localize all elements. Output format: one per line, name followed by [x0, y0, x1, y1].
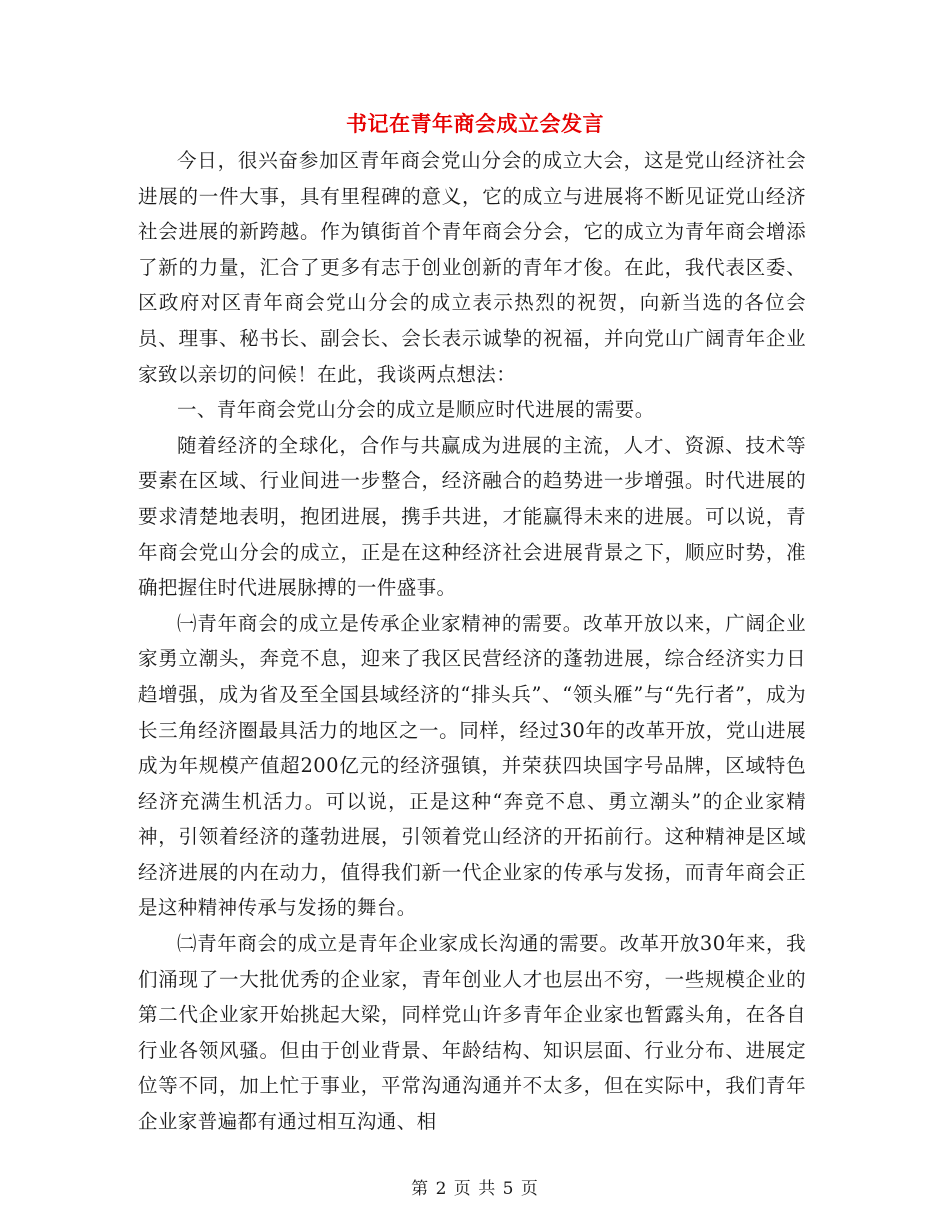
- paragraph-intro: 今日，很兴奋参加区青年商会党山分会的成立大会，这是党山经济社会进展的一件大事，具有里程碑的意义，它的成立与进展将不断见证党山经济社会进展的新跨越。作为镇街首个青年商会分会，它的成立为青年商会增添了新的力量，汇合了更多有志于创业创新的青年才俊。在此，我代表区委、区政府对区青年商会党山分会的成立表示热烈的祝贺，向新当选的各位会员、理事、秘书长、副会长、会长表示诚挚的祝福，并向党山广阔青年企业家致以亲切的问候！在此，我谈两点想法：: [138, 149, 806, 386]
- paragraph-heading-1: 一、青年商会党山分会的成立是顺应时代进展的需要。: [177, 398, 655, 422]
- paragraph-globalization: 随着经济的全球化，合作与共赢成为进展的主流，人才、资源、技术等要素在区域、行业间进一步整合，经济融合的趋势进一步增强。时代进展的要求清楚地表明，抱团进展，携手共进，才能赢得未来的进展。可以说，青年商会党山分会的成立，正是在这种经济社会进展背景之下，顺应时势，准确把握住时代进展脉搏的一件盛事。: [138, 433, 806, 600]
- paragraph-point-1: ㈠青年商会的成立是传承企业家精神的需要。改革开放以来，广阔企业家勇立潮头，奔竞不息，迎来了我区民营经济的蓬勃进展，综合经济实力日趋增强，成为省及至全国县域经济的“排头兵”、“领头雁”与“先行者”，成为长三角经济圈最具活力的地区之一。同样，经过30年的改革开放，党山进展成为年规模产值超200亿元的经济强镇，并荣获四块国字号品牌，区域特色经济充满生机活力。可以说，正是这种“奔竞不息、勇立潮头”的企业家精神，引领着经济的蓬勃进展，引领着党山经济的开拓前行。这种精神是区域经济进展的内在动力，值得我们新一代企业家的传承与发扬，而青年商会正是这种精神传承与发扬的舞台。: [138, 611, 806, 920]
- page-number-footer: 第 2 页 共 5 页: [411, 1179, 539, 1199]
- paragraph-point-2: ㈡青年商会的成立是青年企业家成长沟通的需要。改革开放30年来，我们涌现了一大批优秀的企业家，青年创业人才也层出不穷，一些规模企业的第二代企业家开始挑起大梁，同样党山许多青年企业家也暂露头角，在各自行业各领风骚。但由于创业背景、年龄结构、知识层面、行业分布、进展定位等不同，加上忙于事业，平常沟通沟通并不太多，但在实际中，我们青年企业家普遍都有通过相互沟通、相: [138, 932, 806, 1134]
- document-body: [138, 143, 806, 1140]
- document-title: 书记在青年商会成立会发言: [346, 111, 604, 136]
